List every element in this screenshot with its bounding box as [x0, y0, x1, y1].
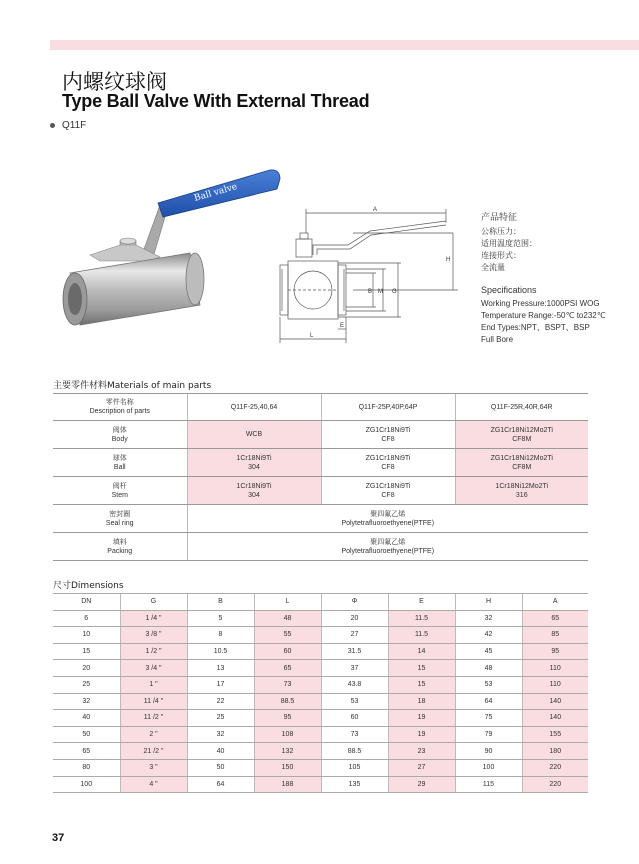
dim-header: B — [187, 594, 254, 611]
materials-row: 密封圈 Seal ring 聚四氟乙烯 Polytetrafluoroethyene(PTFE) — [53, 505, 588, 533]
dim-cell: 20 — [321, 610, 388, 627]
materials-header-col: Q11F-25R,40R,64R — [455, 394, 588, 421]
dim-cell: 132 — [254, 743, 321, 760]
specs-en-line: Full Bore — [481, 335, 514, 344]
dim-cell: 75 — [455, 710, 522, 727]
dim-cell: 55 — [254, 627, 321, 644]
dim-cell: 108 — [254, 726, 321, 743]
dim-cell: 90 — [455, 743, 522, 760]
dimensions-row — [53, 693, 588, 710]
dim-cell: 32 — [455, 610, 522, 627]
dim-cell: 5 — [187, 610, 254, 627]
dim-cell: 10.5 — [187, 643, 254, 660]
dim-cell: 15 — [53, 643, 120, 660]
dimension-drawing — [258, 203, 468, 345]
dim-cell: 2 " — [120, 726, 187, 743]
materials-header-col: Q11F-25P,40P,64P — [321, 394, 455, 421]
dim-cell: 21 /2 " — [120, 743, 187, 760]
specs-cn-line: 连接形式： — [481, 251, 521, 260]
dimensions-row — [53, 759, 588, 776]
dimensions-row — [53, 610, 588, 627]
dim-header: DN — [53, 594, 120, 611]
dim-cell: 31.5 — [321, 643, 388, 660]
dim-cell: 18 — [388, 693, 455, 710]
dim-cell: 1 /4 " — [120, 610, 187, 627]
dim-cell: 80 — [53, 759, 120, 776]
label-A: A — [373, 207, 378, 213]
dim-cell: 40 — [53, 710, 120, 727]
materials-header-desc: 零件名称 Description of parts — [53, 394, 187, 421]
model-text: Q11F — [62, 120, 87, 131]
dim-cell: 42 — [455, 627, 522, 644]
dim-cell: 65 — [254, 660, 321, 677]
materials-row: 阀杆 Stem 1Cr18Ni9Ti 304 ZG1Cr18Ni9Ti CF8 1Cr18Ni12Mo2Ti 316 — [53, 477, 588, 505]
dim-cell: 32 — [53, 693, 120, 710]
dim-cell: 85 — [522, 627, 588, 644]
page-title-cn: 内螺纹球阀 — [62, 70, 167, 94]
dim-cell: 14 — [388, 643, 455, 660]
dim-cell: 13 — [187, 660, 254, 677]
dim-cell: 53 — [455, 676, 522, 693]
materials-table — [53, 393, 588, 561]
dim-cell: 27 — [321, 627, 388, 644]
specs-en-line: Working Pressure:1000PSI WOG — [481, 299, 600, 308]
dim-cell: 19 — [388, 726, 455, 743]
dim-cell: 115 — [455, 776, 522, 793]
label-G: G — [392, 289, 397, 295]
dim-cell: 11 /4 " — [120, 693, 187, 710]
dimensions-row — [53, 676, 588, 693]
dim-cell: 220 — [522, 776, 588, 793]
dim-cell: 150 — [254, 759, 321, 776]
dimensions-table — [53, 593, 588, 793]
dim-cell: 20 — [53, 660, 120, 677]
dim-cell: 1 " — [120, 676, 187, 693]
dim-cell: 17 — [187, 676, 254, 693]
dim-cell: 95 — [522, 643, 588, 660]
label-L: L — [310, 333, 314, 339]
dim-cell: 95 — [254, 710, 321, 727]
label-E: E — [340, 323, 345, 329]
dim-cell: 65 — [53, 743, 120, 760]
label-H: H — [446, 257, 451, 263]
dim-cell: 25 — [187, 710, 254, 727]
dimensions-header-row — [53, 594, 588, 611]
dim-cell: 11.5 — [388, 610, 455, 627]
dim-cell: 27 — [388, 759, 455, 776]
dimensions-row — [53, 743, 588, 760]
dimensions-row — [53, 660, 588, 677]
dim-cell: 48 — [455, 660, 522, 677]
dim-cell: 3 /8 " — [120, 627, 187, 644]
dim-cell: 140 — [522, 693, 588, 710]
dim-cell: 48 — [254, 610, 321, 627]
dim-header: A — [522, 594, 588, 611]
dim-cell: 180 — [522, 743, 588, 760]
dim-header: Φ — [321, 594, 388, 611]
dim-cell: 105 — [321, 759, 388, 776]
handle-text: Ball valve — [193, 182, 239, 204]
dim-cell: 110 — [522, 676, 588, 693]
dim-cell: 1 /2 " — [120, 643, 187, 660]
dim-cell: 88.5 — [321, 743, 388, 760]
materials-row: 球体 Ball 1Cr18Ni9Ti 304 ZG1Cr18Ni9Ti CF8 ZG1Cr18Ni12Mo2Ti CF8M — [53, 449, 588, 477]
dim-cell: 11 /2 " — [120, 710, 187, 727]
dim-cell: 11.5 — [388, 627, 455, 644]
page-number: 37 — [52, 832, 65, 844]
dim-cell: 4 " — [120, 776, 187, 793]
dim-cell: 88.5 — [254, 693, 321, 710]
dim-cell: 3 " — [120, 759, 187, 776]
specs-cn-line: 公称压力： — [481, 227, 521, 236]
label-M: M — [378, 289, 383, 295]
materials-title: 主要零件材料Materials of main parts — [53, 381, 212, 391]
dim-cell: 64 — [187, 776, 254, 793]
dim-cell: 8 — [187, 627, 254, 644]
dimensions-row — [53, 776, 588, 793]
dim-cell: 15 — [388, 676, 455, 693]
specs-cn-line: 适用温度范围： — [481, 239, 537, 248]
dim-cell: 50 — [187, 759, 254, 776]
dim-header: L — [254, 594, 321, 611]
specs-en-line: Temperature Range:-50℃ to232℃ — [481, 311, 606, 320]
specifications-block — [481, 212, 606, 346]
dimensions-title: 尺寸Dimensions — [53, 581, 124, 591]
specs-en-line: End Types:NPT、BSPT、BSP — [481, 323, 590, 332]
valve-photo — [60, 165, 285, 335]
dim-cell: 220 — [522, 759, 588, 776]
dim-cell: 64 — [455, 693, 522, 710]
model-label — [50, 120, 86, 131]
dim-cell: 188 — [254, 776, 321, 793]
dim-cell: 135 — [321, 776, 388, 793]
dim-cell: 100 — [455, 759, 522, 776]
dimensions-row — [53, 643, 588, 660]
materials-row: 阀体 Body WCB ZG1Cr18Ni9Ti CF8 ZG1Cr18Ni12Mo2Ti CF8M — [53, 421, 588, 449]
dim-cell: 32 — [187, 726, 254, 743]
page-title-en: Type Ball Valve With External Thread — [62, 91, 370, 111]
dim-cell: 10 — [53, 627, 120, 644]
dim-header: H — [455, 594, 522, 611]
dim-cell: 19 — [388, 710, 455, 727]
dim-cell: 50 — [53, 726, 120, 743]
dim-cell: 37 — [321, 660, 388, 677]
dim-cell: 3 /4 " — [120, 660, 187, 677]
dim-cell: 23 — [388, 743, 455, 760]
dim-cell: 100 — [53, 776, 120, 793]
dim-cell: 25 — [53, 676, 120, 693]
dim-cell: 40 — [187, 743, 254, 760]
dim-cell: 53 — [321, 693, 388, 710]
dim-cell: 140 — [522, 710, 588, 727]
dim-cell: 29 — [388, 776, 455, 793]
dim-cell: 155 — [522, 726, 588, 743]
dim-cell: 73 — [321, 726, 388, 743]
materials-header-row — [53, 394, 588, 421]
dimensions-row — [53, 627, 588, 644]
materials-row: 填料 Packing 聚四氟乙烯 Polytetrafluoroethyene(PTFE) — [53, 533, 588, 561]
dim-cell: 60 — [321, 710, 388, 727]
dim-cell: 6 — [53, 610, 120, 627]
dim-cell: 73 — [254, 676, 321, 693]
dim-header: E — [388, 594, 455, 611]
dimensions-row — [53, 710, 588, 727]
dim-cell: 79 — [455, 726, 522, 743]
dim-cell: 60 — [254, 643, 321, 660]
dim-cell: 110 — [522, 660, 588, 677]
dim-cell: 15 — [388, 660, 455, 677]
bullet-icon — [50, 123, 55, 128]
specs-cn-heading: 产品特征 — [481, 213, 518, 223]
header-band — [50, 40, 639, 50]
materials-header-col: Q11F-25,40,64 — [187, 394, 321, 421]
dim-header: G — [120, 594, 187, 611]
dim-cell: 22 — [187, 693, 254, 710]
dim-cell: 45 — [455, 643, 522, 660]
dimensions-row — [53, 726, 588, 743]
dim-cell: 65 — [522, 610, 588, 627]
dim-cell: 43.8 — [321, 676, 388, 693]
specs-cn-line: 全流量 — [481, 263, 505, 272]
specs-en-heading: Specifications — [481, 285, 537, 295]
label-B: B — [368, 289, 373, 295]
